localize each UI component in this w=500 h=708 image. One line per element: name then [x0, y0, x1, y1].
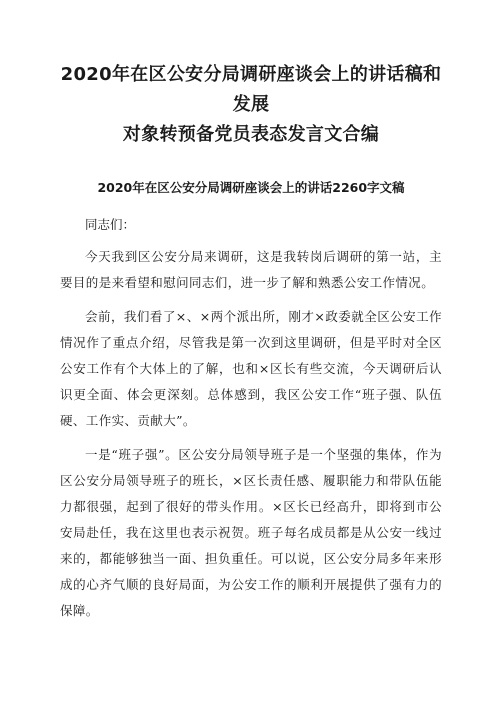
paragraph-overview: 会前，我们看了×、×两个派出所，刚才×政委就全区公安工作情况作了重点介绍，尽管我是第一次到这里调研，但是平时对全区公安工作有个大体上的了解，也和×区长有些交流，今天调研后认识更全面、体会更深刻。总体感到，我区公安工作“班子强、队伍硬、工作实、贡献大”。: [60, 309, 442, 428]
document-title: [60, 60, 442, 150]
salutation: 同志们：: [85, 217, 136, 232]
speech-subtitle: 2020年在区公安分局调研座谈会上的讲话2260字文稿: [97, 180, 405, 195]
document-title-line-2: 对象转预备党员表态发言文合编: [122, 124, 380, 145]
document-title-line-1: 2020年在区公安分局调研座谈会上的讲话稿和发展: [60, 64, 442, 115]
paragraph-intro: 今天我到区公安分局来调研，这是我转岗后调研的第一站，主要目的是来看望和慰问同志们，进一步了解和熟悉公安工作情况。: [60, 249, 442, 290]
paragraph-strong-leadership: 一是“班子强”。区公安分局领导班子是一个坚强的集体，作为区公安分局领导班子的班长，×区长责任感、履职能力和带队伍能力都很强，起到了很好的带头作用。×区长已经高升，即将到市公安局赴任，我在这里也表示祝贺。班子每名成员都是从公安一线过来的，都能够独当一面、担负重任。可以说，区公安分局多年来形成的心齐气顺的良好局面，为公安工作的顺利开展提供了强有力的保障。: [60, 447, 442, 618]
